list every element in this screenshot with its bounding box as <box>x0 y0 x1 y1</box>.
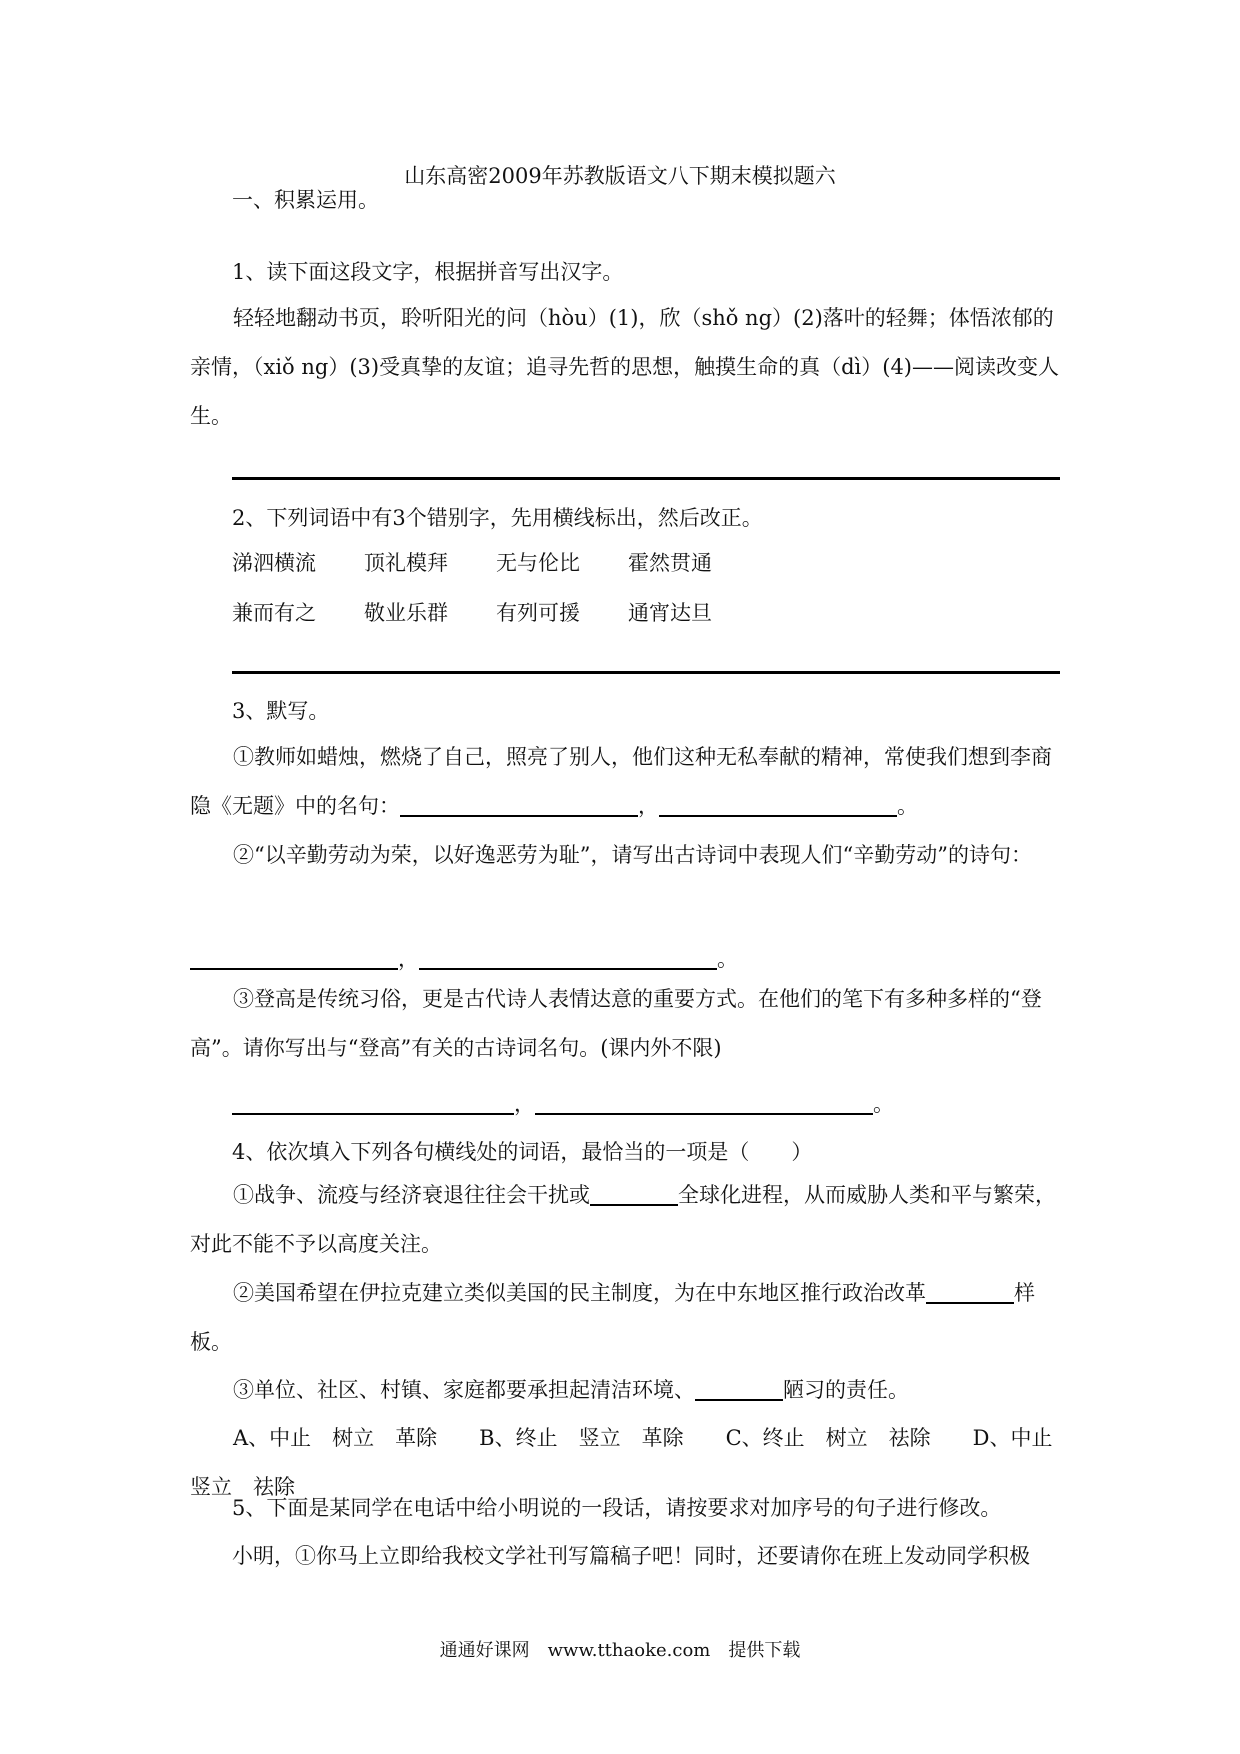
punctuation: 。 <box>717 947 738 971</box>
q2-stem: 2、下列词语中有3个错别字，先用横线标出，然后改正。 <box>232 506 763 530</box>
word-item: 涕泗横流 <box>232 551 316 575</box>
fill-blank[interactable] <box>659 793 897 817</box>
q4-options: A、中止 树立 革除 B、终止 竖立 革除 C、终止 树立 祛除 D、中止竖立 祛除 <box>190 1426 1053 1499</box>
q2-word-row <box>232 553 760 574</box>
sentence-text: ③单位、社区、村镇、家庭都要承担起清洁环境、 <box>233 1378 695 1402</box>
answer-line <box>232 477 1060 480</box>
section-heading: 一、积累运用。 <box>232 188 379 212</box>
word-item: 霍然贯通 <box>628 551 712 575</box>
punctuation: 。 <box>873 1092 894 1116</box>
punctuation: ， <box>638 794 659 818</box>
q4-sentence-3 <box>190 1366 1060 1415</box>
q5-text: 小明，①你马上立即给我校文学社刊写篇稿子吧！同时，还要请你在班上发动同学积极 <box>232 1544 1030 1568</box>
q1-passage: 轻轻地翻动书页，聆听阳光的问（hòu）(1)，欣（shǒ ng）(2)落叶的轻舞；体悟浓郁的亲情，（xiǒ ng）(3)受真挚的友谊；追寻先哲的思想，触摸生命的真（dì）(4)——阅读改变人生。 <box>190 306 1059 428</box>
fill-blank[interactable] <box>926 1280 1014 1304</box>
q4-stem: 4、依次填入下列各句横线处的词语，最恰当的一项是（ ） <box>232 1140 813 1164</box>
punctuation: ， <box>514 1092 535 1116</box>
sentence-text: 全球化进程，从而威胁人类和平与繁荣，对此不能不予以高度关注。 <box>190 1183 1056 1256</box>
punctuation: ， <box>398 947 419 971</box>
q4-sentence-1 <box>190 1171 1060 1269</box>
q3-item1-text: ①教师如蜡烛，燃烧了自己，照亮了别人，他们这种无私奉献的精神，常使我们想到李商隐《无题》中的名句： <box>190 745 1052 818</box>
word-item: 顶礼模拜 <box>364 551 448 575</box>
page-title: 山东高密2009年苏教版语文八下期末模拟题六 <box>404 164 836 188</box>
sentence-text: 陋习的责任。 <box>783 1378 909 1402</box>
q3-item3-blanks <box>232 1091 894 1115</box>
q1-stem: 1、读下面这段文字，根据拼音写出汉字。 <box>232 260 624 284</box>
word-item: 有列可援 <box>496 601 580 625</box>
word-item: 无与伦比 <box>496 551 580 575</box>
fill-blank[interactable] <box>590 1182 678 1206</box>
q5-stem: 5、下面是某同学在电话中给小明说的一段话，请按要求对加序号的句子进行修改。 <box>232 1496 1002 1520</box>
sentence-text: 样板。 <box>190 1281 1035 1354</box>
q2-word-row <box>232 603 760 624</box>
q4-sentence-2 <box>190 1269 1060 1367</box>
q3-item1 <box>190 733 1060 831</box>
word-item: 兼而有之 <box>232 601 316 625</box>
q3-item2-blanks <box>190 946 738 970</box>
q3-item2: ②“以辛勤劳动为荣，以好逸恶劳为耻”，请写出古诗词中表现人们“辛勤劳动”的诗句： <box>233 843 1032 867</box>
word-item: 通宵达旦 <box>628 601 712 625</box>
fill-blank[interactable] <box>232 1091 514 1115</box>
sentence-text: ①战争、流疫与经济衰退往往会干扰或 <box>233 1183 590 1207</box>
fill-blank[interactable] <box>400 793 638 817</box>
answer-line <box>232 671 1060 674</box>
fill-blank[interactable] <box>535 1091 873 1115</box>
word-item: 敬业乐群 <box>364 601 448 625</box>
sentence-text: ②美国希望在伊拉克建立类似美国的民主制度，为在中东地区推行政治改革 <box>233 1281 926 1305</box>
fill-blank[interactable] <box>190 946 398 970</box>
punctuation: 。 <box>897 794 918 818</box>
fill-blank[interactable] <box>695 1377 783 1401</box>
fill-blank[interactable] <box>419 946 717 970</box>
q3-stem: 3、默写。 <box>232 699 330 723</box>
page-footer: 通通好课网 www.tthaoke.com 提供下载 <box>439 1640 801 1661</box>
q3-item3: ③登高是传统习俗，更是古代诗人表情达意的重要方式。在他们的笔下有多种多样的“登高”。请你写出与“登高”有关的古诗词名句。(课内外不限) <box>190 987 1042 1060</box>
